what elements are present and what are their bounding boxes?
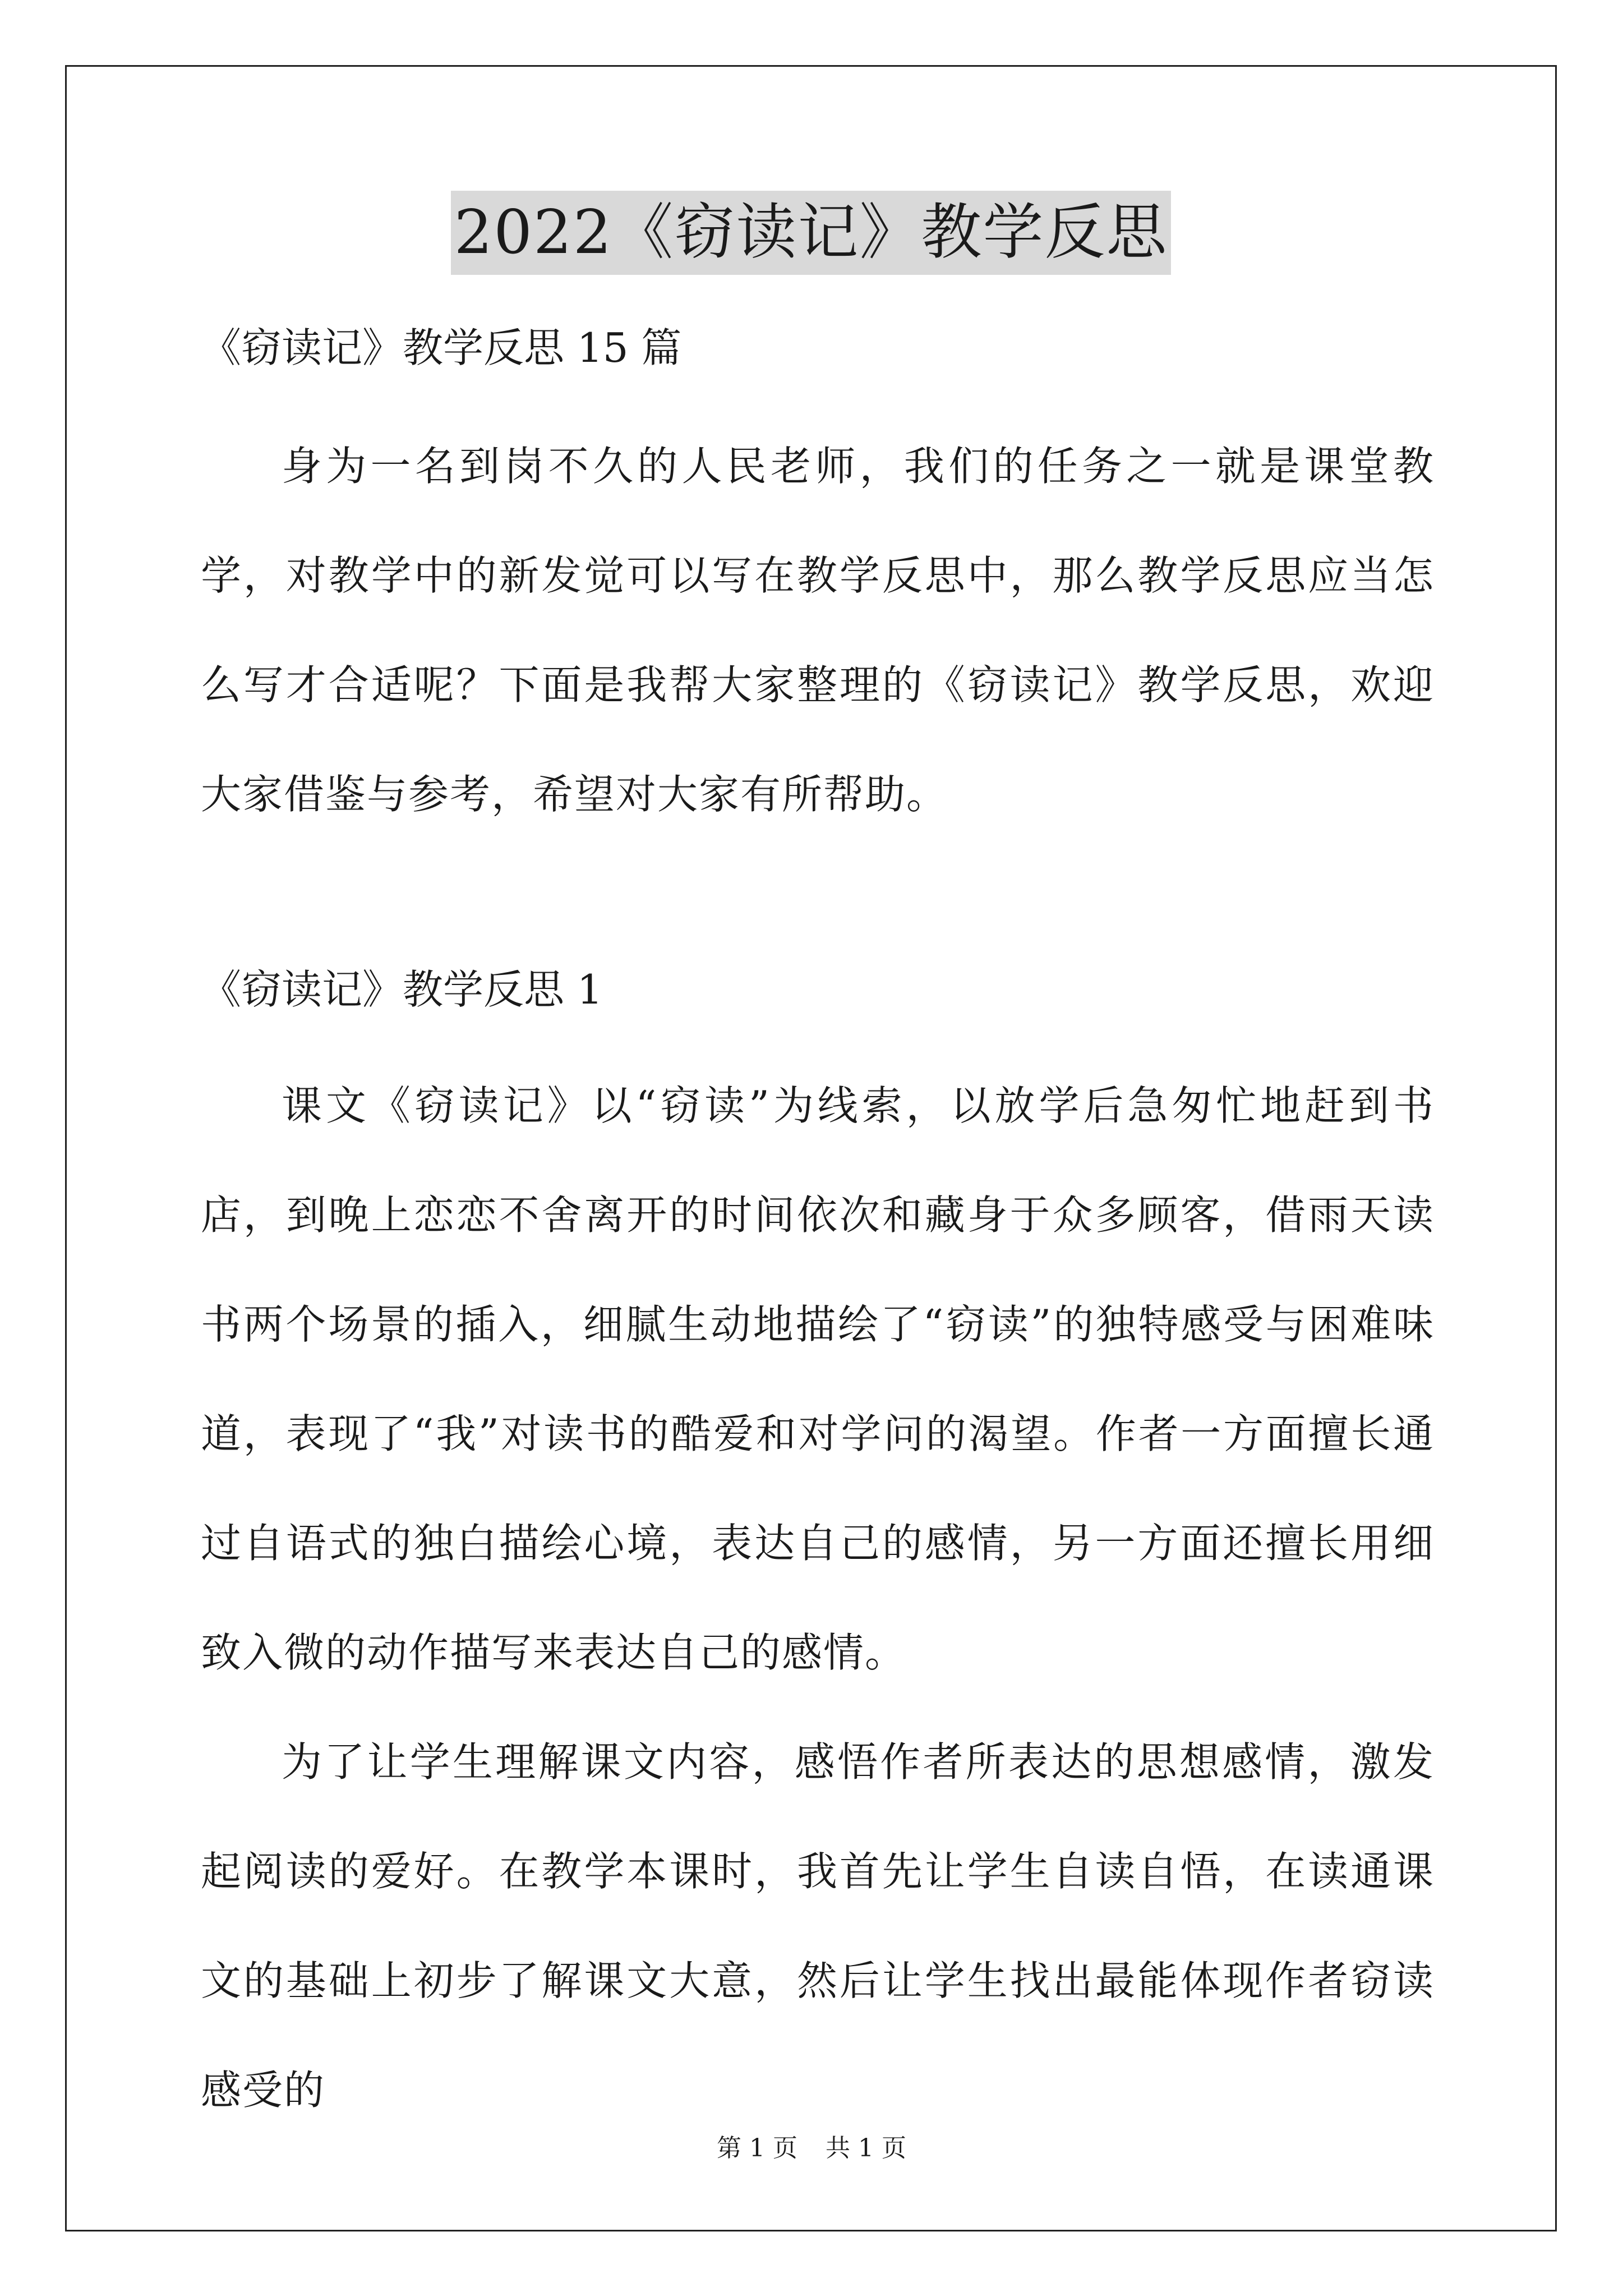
section-heading-1: 《窃读记》教学反思 1 xyxy=(201,966,603,1013)
section-1-paragraph: 课文《窃读记》以“窃读”为线索，以放学后急匆忙地赶到书店，到晚上恋恋不舍离开的时间依次和藏身于众多顾客，借雨天读书两个场景的插入，细腻生动地描绘了“窃读”的独特感受与困难味道，表现了“我”对读书的酷爱和对学问的渴望。作者一方面擅长通过自语式的独白描绘心境，表达自己的感情，另一方面还擅长用细致入微的动作描写来表达自己的感情。 xyxy=(201,1082,1435,1676)
document-subtitle: 《窃读记》教学反思 15 篇 xyxy=(201,324,682,371)
section-1-paragraph: 为了让学生理解课文内容，感悟作者所表达的思想感情，激发起阅读的爱好。在教学本课时，我首先让学生自读自悟，在读通课文的基础上初步了解课文大意，然后让学生找出最能体现作者窃读感受的 xyxy=(201,1738,1435,2114)
page-footer xyxy=(0,2132,1623,2165)
document-body xyxy=(201,191,1435,2145)
page-total: 共 1 页 xyxy=(826,2134,906,2162)
title-wrapper xyxy=(65,191,1557,275)
document-title: 2022《窃读记》教学反思 xyxy=(451,191,1172,275)
intro-paragraph: 身为一名到岗不久的人民老师，我们的任务之一就是课堂教学，对教学中的新发觉可以写在教学反思中，那么教学反思应当怎么写才合适呢？下面是我帮大家整理的《窃读记》教学反思，欢迎大家借鉴与参考，希望对大家有所帮助。 xyxy=(201,443,1435,818)
page-number: 第 1 页 xyxy=(717,2134,797,2162)
